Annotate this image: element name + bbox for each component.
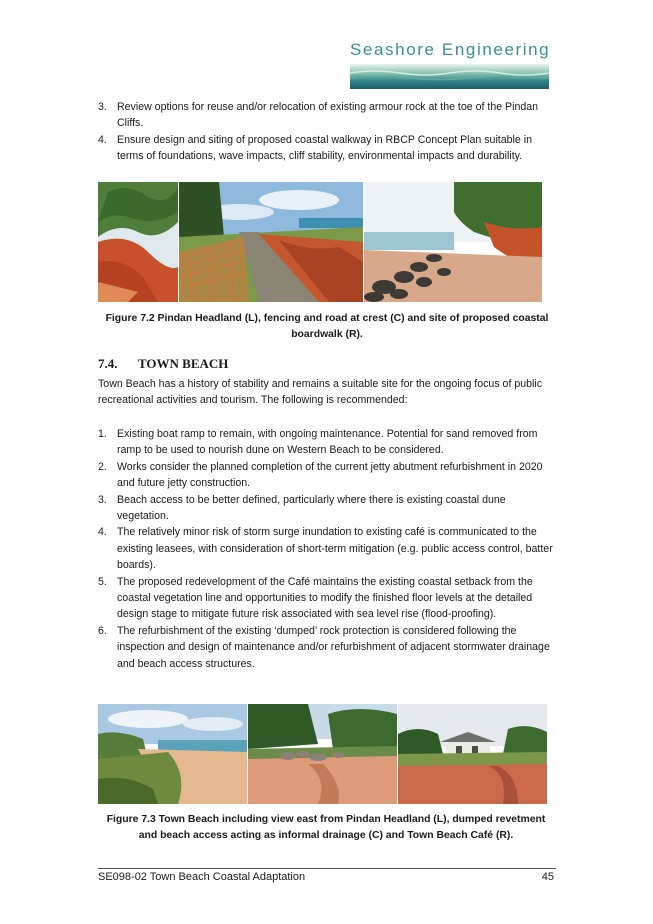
figure-7-2-caption: Figure 7.2 Pindan Headland (L), fencing and road at crest (C) and site of proposed coastal boardwalk (R).	[105, 313, 549, 341]
photo-proposed-boardwalk-site	[364, 182, 542, 302]
list-item-text: Ensure design and siting of proposed coastal walkway in RBCP Concept Plan suitable in terms of foundations, wave impacts, cliff stability, environmental impacts and durability.	[117, 133, 532, 163]
list-item-text: The proposed redevelopment of the Café maintains the existing coastal setback from the coastal vegetation line and opportunities to modify the finished floor levels at the detailed design stage to mitigate future risk associated with sea level rise (flood-proofing).	[117, 575, 533, 621]
list-item	[98, 426, 556, 459]
list-item	[98, 574, 556, 623]
list-item-number: 4.	[98, 133, 107, 146]
list-item-text: The relatively minor risk of storm surge inundation to existing café is communicated to the existing leasees, with consideration of short-term mitigation (e.g. public access control, batter boards).	[117, 526, 553, 572]
list-item	[98, 99, 556, 132]
footer-page-number: 45	[541, 871, 554, 883]
list-item-number: 4.	[98, 526, 107, 539]
list-item-text: Review options for reuse and/or relocation of existing armour rock at the toe of the Pindan Cliffs.	[117, 101, 539, 130]
list-item-number: 2.	[98, 460, 107, 473]
logo-word-engineering: Engineering	[441, 40, 551, 59]
section-heading	[98, 356, 228, 372]
photo-town-beach-cafe	[398, 704, 547, 804]
list-item-text: The refurbishment of the existing ‘dumped’ rock protection is considered following the inspection and design of maintenance and/or refurbishment of adjacent stormwater drainage and beach access structures.	[117, 624, 550, 670]
option-list	[98, 99, 556, 165]
photo-view-east-from-headland	[98, 704, 247, 804]
list-item	[98, 623, 556, 672]
section-number: 7.4.	[98, 356, 118, 371]
list-item-number: 5.	[98, 575, 107, 588]
list-item-number: 3.	[98, 101, 107, 113]
list-item	[98, 492, 556, 525]
company-logo	[350, 40, 550, 60]
list-item	[98, 132, 556, 165]
section-title: TOWN BEACH	[138, 356, 229, 371]
photo-dumped-revetment	[248, 704, 397, 804]
list-item-text: Existing boat ramp to remain, with ongoing maintenance. Potential for sand removed from ramp to be used to nourish dune on Western Beach to be considered.	[117, 428, 538, 457]
list-item-number: 1.	[98, 428, 107, 440]
list-item-number: 3.	[98, 493, 107, 506]
logo-wave-band	[350, 64, 549, 89]
recommendation-list	[98, 426, 556, 672]
photo-fencing-and-road	[179, 182, 363, 302]
figure-7-3-caption: Figure 7.3 Town Beach including view east from Pindan Headland (L), dumped revetment and beach access acting as informal drainage (C) and Town Beach Café (R).	[106, 814, 546, 842]
section-intro: Town Beach has a history of stability and remains a suitable site for the ongoing focus of public recreational activities and tourism. The following is recommended:	[98, 378, 543, 407]
footer-divider	[98, 868, 556, 869]
list-item-number: 6.	[98, 624, 107, 637]
list-item-text: Works consider the planned completion of the current jetty abutment refurbishment in 2020 and future jetty construction.	[117, 460, 543, 490]
list-item	[98, 524, 556, 573]
footer-document-title: SE098-02 Town Beach Coastal Adaptation	[98, 871, 306, 883]
list-item	[98, 459, 556, 492]
list-item-text: Beach access to be better defined, particularly where there is existing coastal dune vegetation.	[117, 493, 506, 523]
logo-word-seashore: Seashore	[350, 40, 436, 59]
photo-pindan-headland	[98, 182, 178, 302]
